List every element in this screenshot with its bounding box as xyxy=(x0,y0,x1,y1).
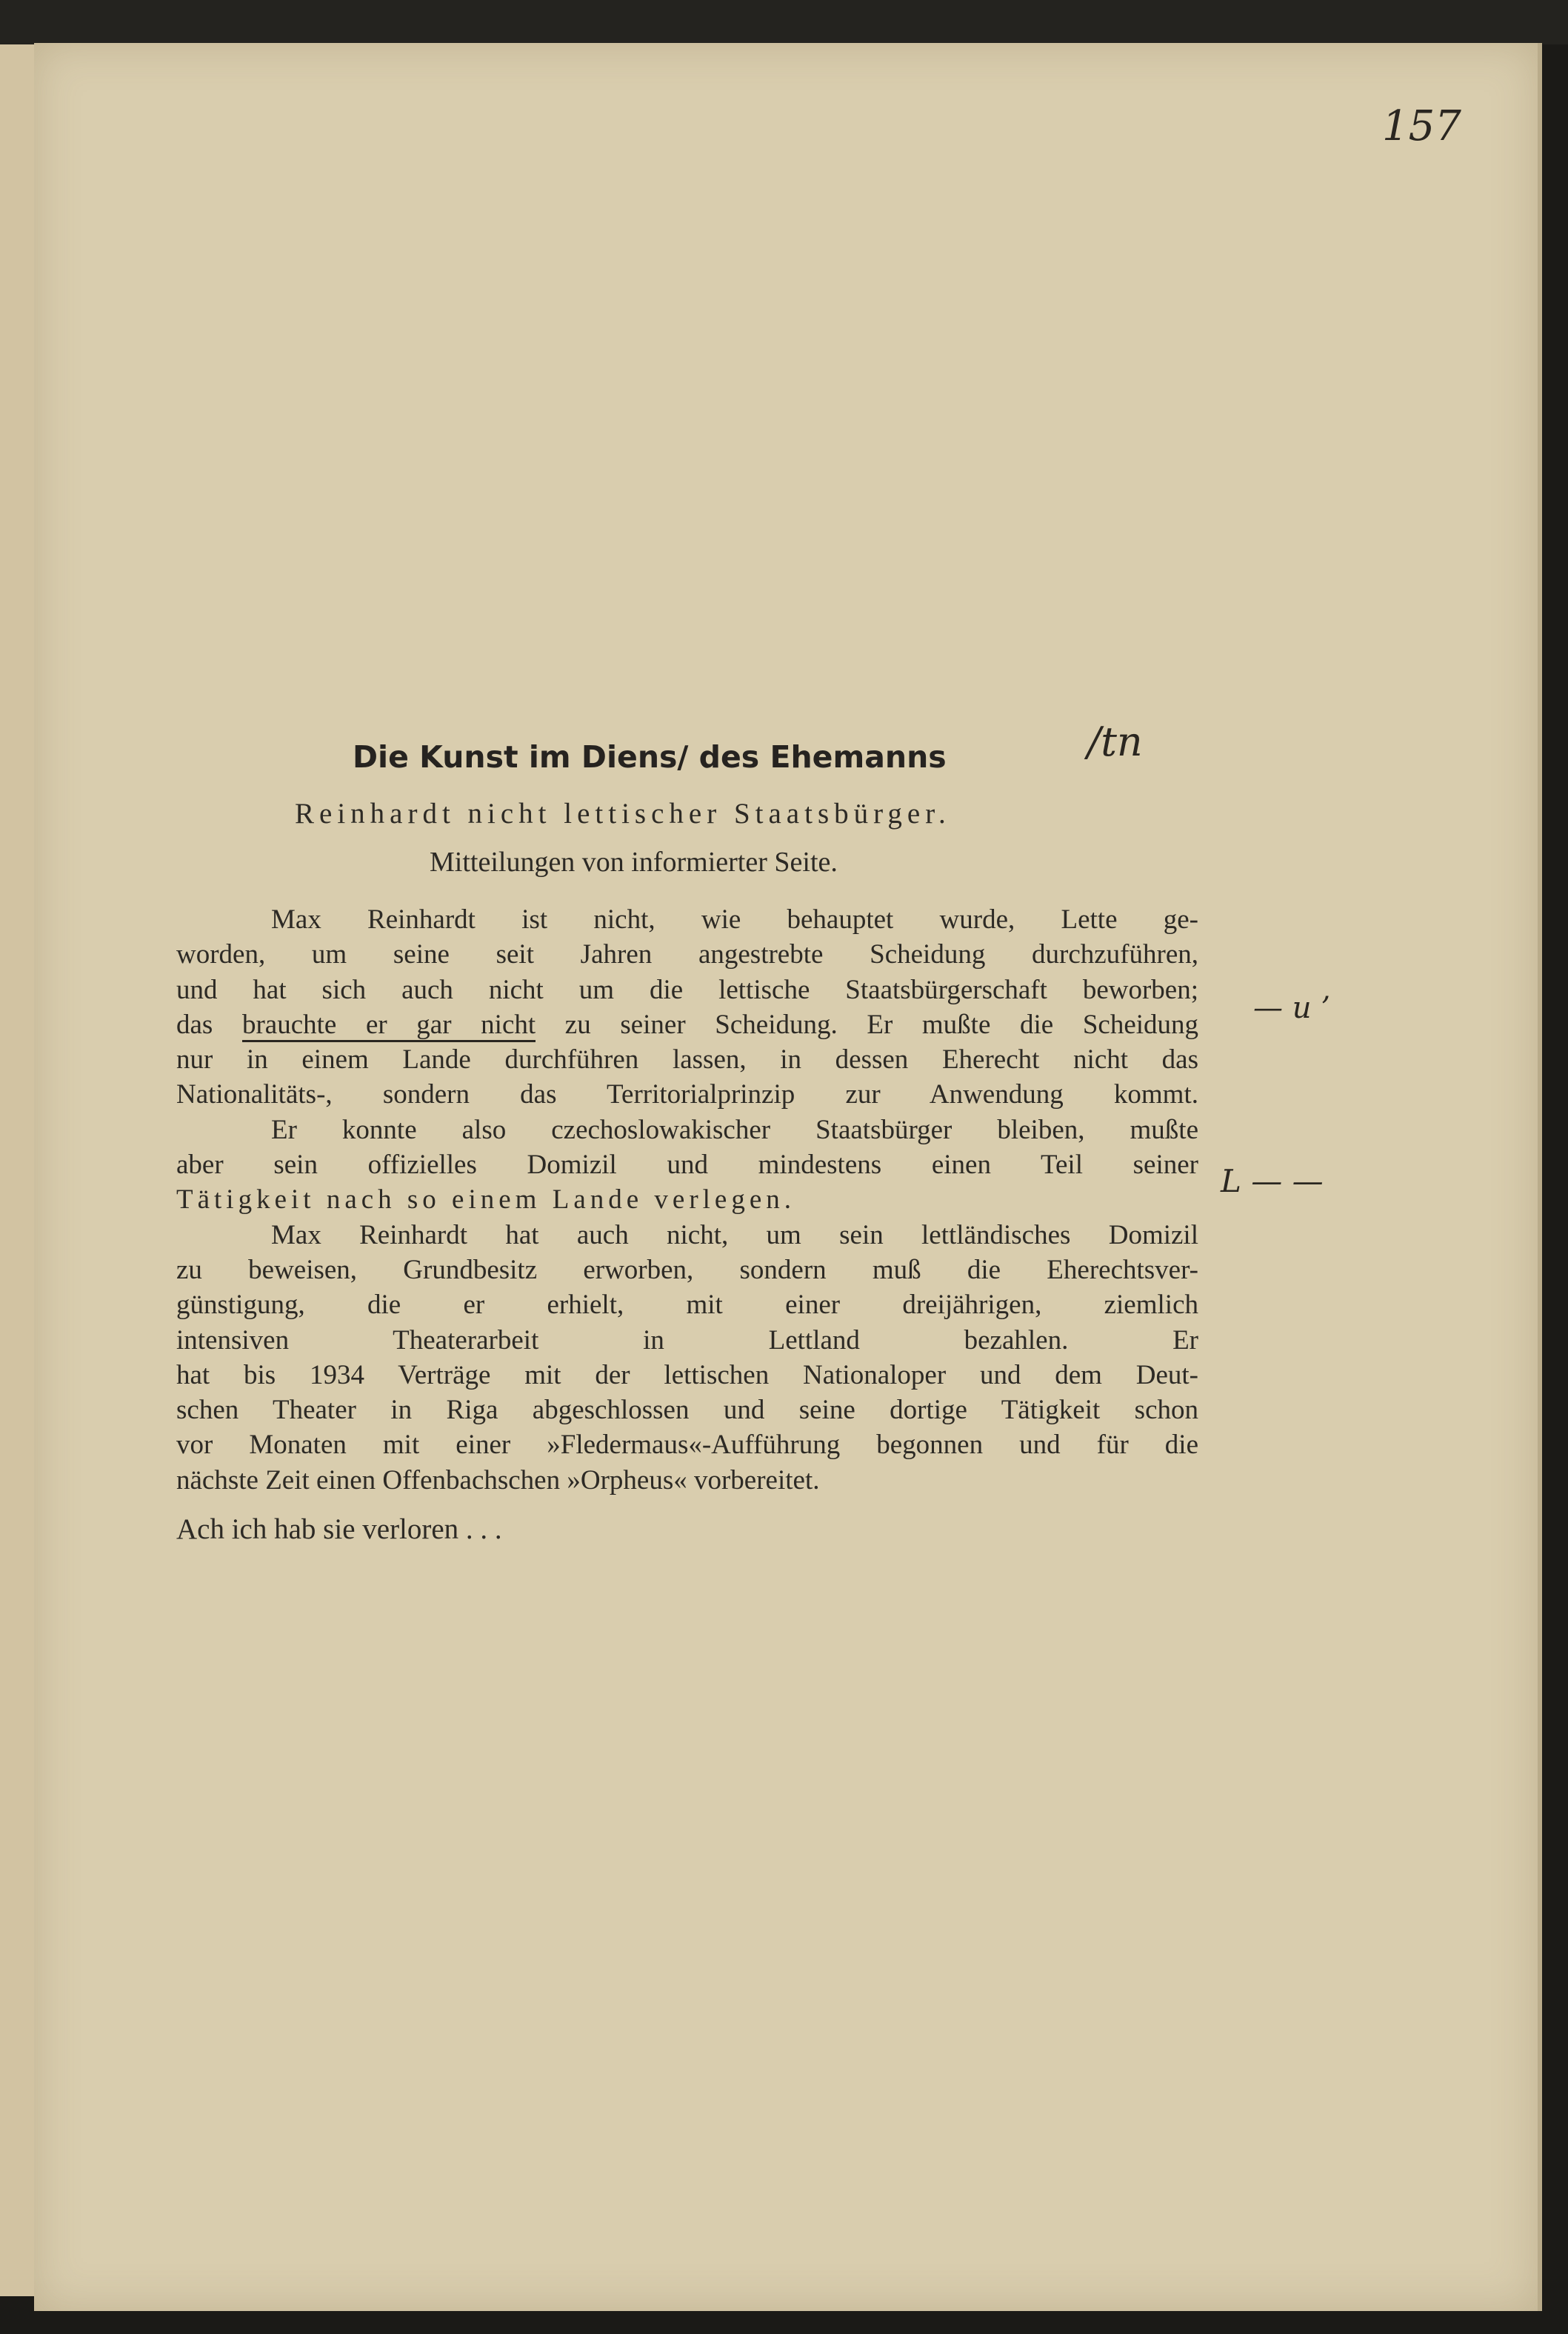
text-line: worden, um seine seit Jahren angestrebte Scheidung durchzuführen, xyxy=(176,939,1198,970)
underlined-phrase: brauchte er gar nicht xyxy=(242,1010,536,1042)
text-line: und hat sich auch nicht um die lettische Staatsbürgerschaft beworben; xyxy=(176,974,1198,1005)
text-line: nur in einem Lande durchführen lassen, in dessen Eherecht nicht das xyxy=(176,1044,1198,1076)
text-fragment: das xyxy=(176,1009,213,1040)
text-line: vor Monaten mit einer »Fledermaus«-Aufführung begonnen und für die xyxy=(176,1430,1198,1461)
article-title: Die Kunst im Diens/ des Ehemanns xyxy=(353,739,947,775)
text-line: hat bis 1934 Verträge mit der lettischen Nationaloper und dem Deut- xyxy=(176,1359,1198,1390)
text-line: zu beweisen, Grundbesitz erworben, sondern muß die Eherechtsver- xyxy=(176,1254,1198,1285)
text-line: Max Reinhardt ist nicht, wie behauptet wurde, Lette ge- xyxy=(271,904,1198,935)
text-line: günstigung, die er erhielt, mit einer dreijährigen, ziemlich xyxy=(176,1290,1198,1321)
text-line: Nationalitäts-, sondern das Territorialprinzip zur Anwendung kommt. xyxy=(176,1079,1198,1110)
article-source: Mitteilungen von informierter Seite. xyxy=(430,847,838,878)
margin-mark: — u ’ xyxy=(1253,991,1330,1025)
article-body xyxy=(176,902,1198,1498)
closing-line: Ach ich hab sie verloren . . . xyxy=(176,1513,502,1545)
article-subtitle: Reinhardt nicht lettischer Staatsbürger. xyxy=(295,798,951,830)
text-line: intensiven Theaterarbeit in Lettland bezahlen. Er xyxy=(176,1324,1198,1356)
margin-mark: L — — xyxy=(1221,1163,1324,1199)
scanner-background-top xyxy=(0,0,1568,44)
text-fragment: zu seiner Scheidung. Er mußte die Scheidung xyxy=(564,1009,1199,1040)
text-line: nächste Zeit einen Offenbachschen »Orpheus« vorbereitet. xyxy=(176,1464,820,1496)
text-line: Max Reinhardt hat auch nicht, um sein lettländisches Domizil xyxy=(271,1219,1198,1250)
page-number: 157 xyxy=(1382,102,1461,150)
text-line: Er konnte also czechoslowakischer Staatsbürger bleiben, mußte xyxy=(271,1114,1198,1145)
text-line: aber sein offizielles Domizil und mindestens einen Teil seiner xyxy=(176,1150,1198,1181)
text-line: schen Theater in Riga abgeschlossen und seine dortige Tätigkeit schon xyxy=(176,1395,1198,1426)
text-line: Tätigkeit nach so einem Lande verlegen. xyxy=(176,1184,796,1216)
text-line-underlined xyxy=(176,1007,1198,1042)
title-margin-mark: /tn xyxy=(1087,718,1143,765)
